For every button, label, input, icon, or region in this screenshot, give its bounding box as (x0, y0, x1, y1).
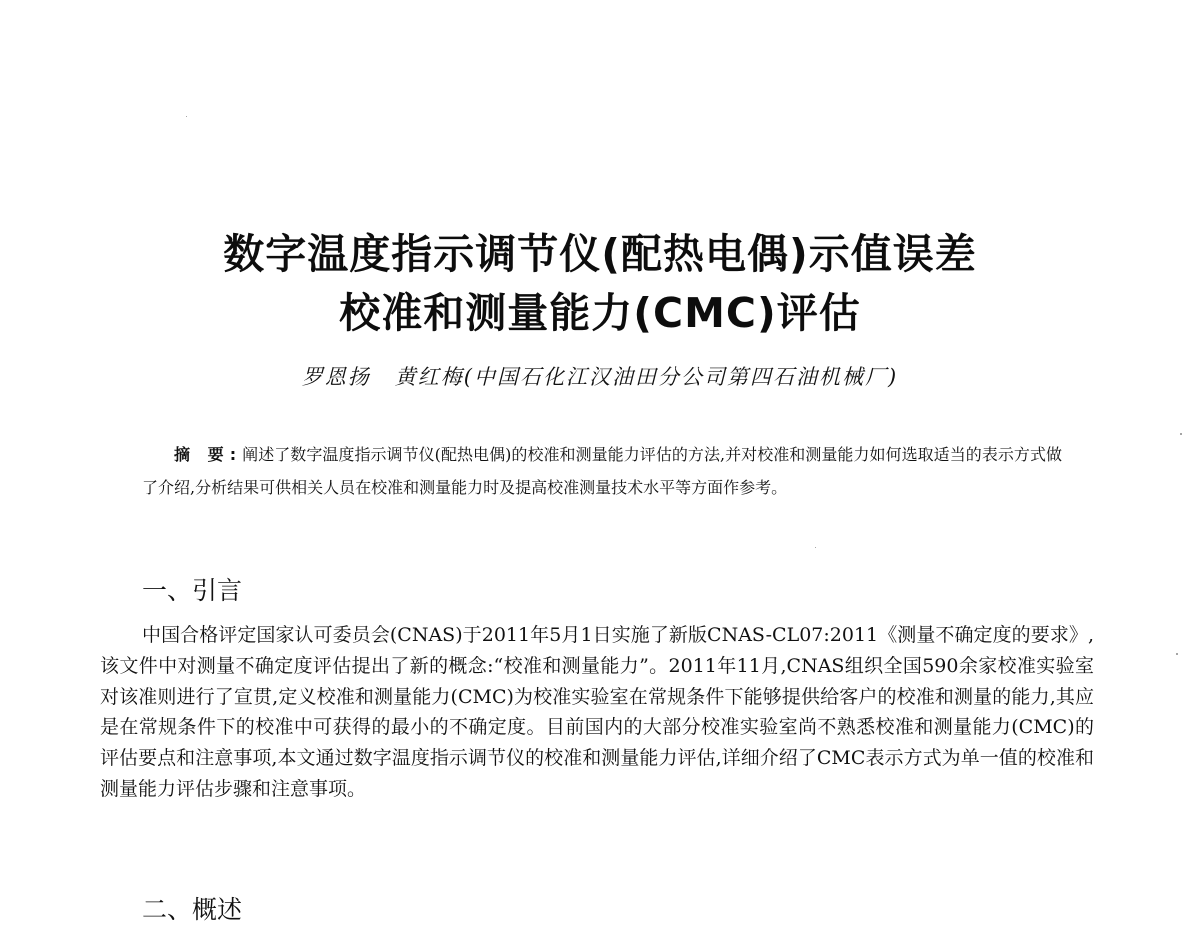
scan-speck (1180, 433, 1182, 435)
author-line (0, 362, 1200, 392)
paper-title-line-1: 数字温度指示调节仪(配热电偶)示值误差 (223, 230, 977, 278)
abstract (142, 438, 1062, 504)
abstract-text: 阐述了数字温度指示调节仪(配热电偶)的校准和测量能力评估的方法,并对校准和测量能力如何选取适当的表示方式做了介绍,分析结果可供相关人员在校准和测量能力时及提高校准测量技术水平等方面作参考。 (142, 445, 1062, 497)
section-heading-introduction: 一、引言 (142, 576, 243, 605)
section-heading-overview: 二、概述 (142, 895, 243, 924)
abstract-label: 摘 要: (174, 445, 243, 464)
author-2-affiliation: 黄红梅(中国石化江汉油田分公司第四石油机械厂) (394, 365, 899, 389)
scan-speck (815, 547, 816, 548)
author-1: 罗恩扬 (301, 365, 371, 389)
paper-title-line-2: 校准和测量能力(CMC)评估 (339, 289, 861, 337)
introduction-paragraph: 中国合格评定国家认可委员会(CNAS)于2011年5月1日实施了新版CNAS-CL07:2011《测量不确定度的要求》,该文件中对测量不确定度评估提出了新的概念:“校准和测量能力”。2011年11月,CNAS组织全国590余家校准实验室对该准则进行了宣贯,定义校准和测量能力(CMC)为校准实验室在常规条件下能够提供给客户的校准和测量的能力,其应是在常规条件下的校准中可获得的最小的不确定度。目前国内的大部分校准实验室尚不熟悉校准和测量能力(CMC)的评估要点和注意事项,本文通过数字温度指示调节仪的校准和测量能力评估,详细介绍了CMC表示方式为单一值的校准和测量能力评估步骤和注意事项。 (100, 624, 1094, 800)
scan-speck (186, 116, 187, 117)
scan-speck (1176, 653, 1178, 655)
